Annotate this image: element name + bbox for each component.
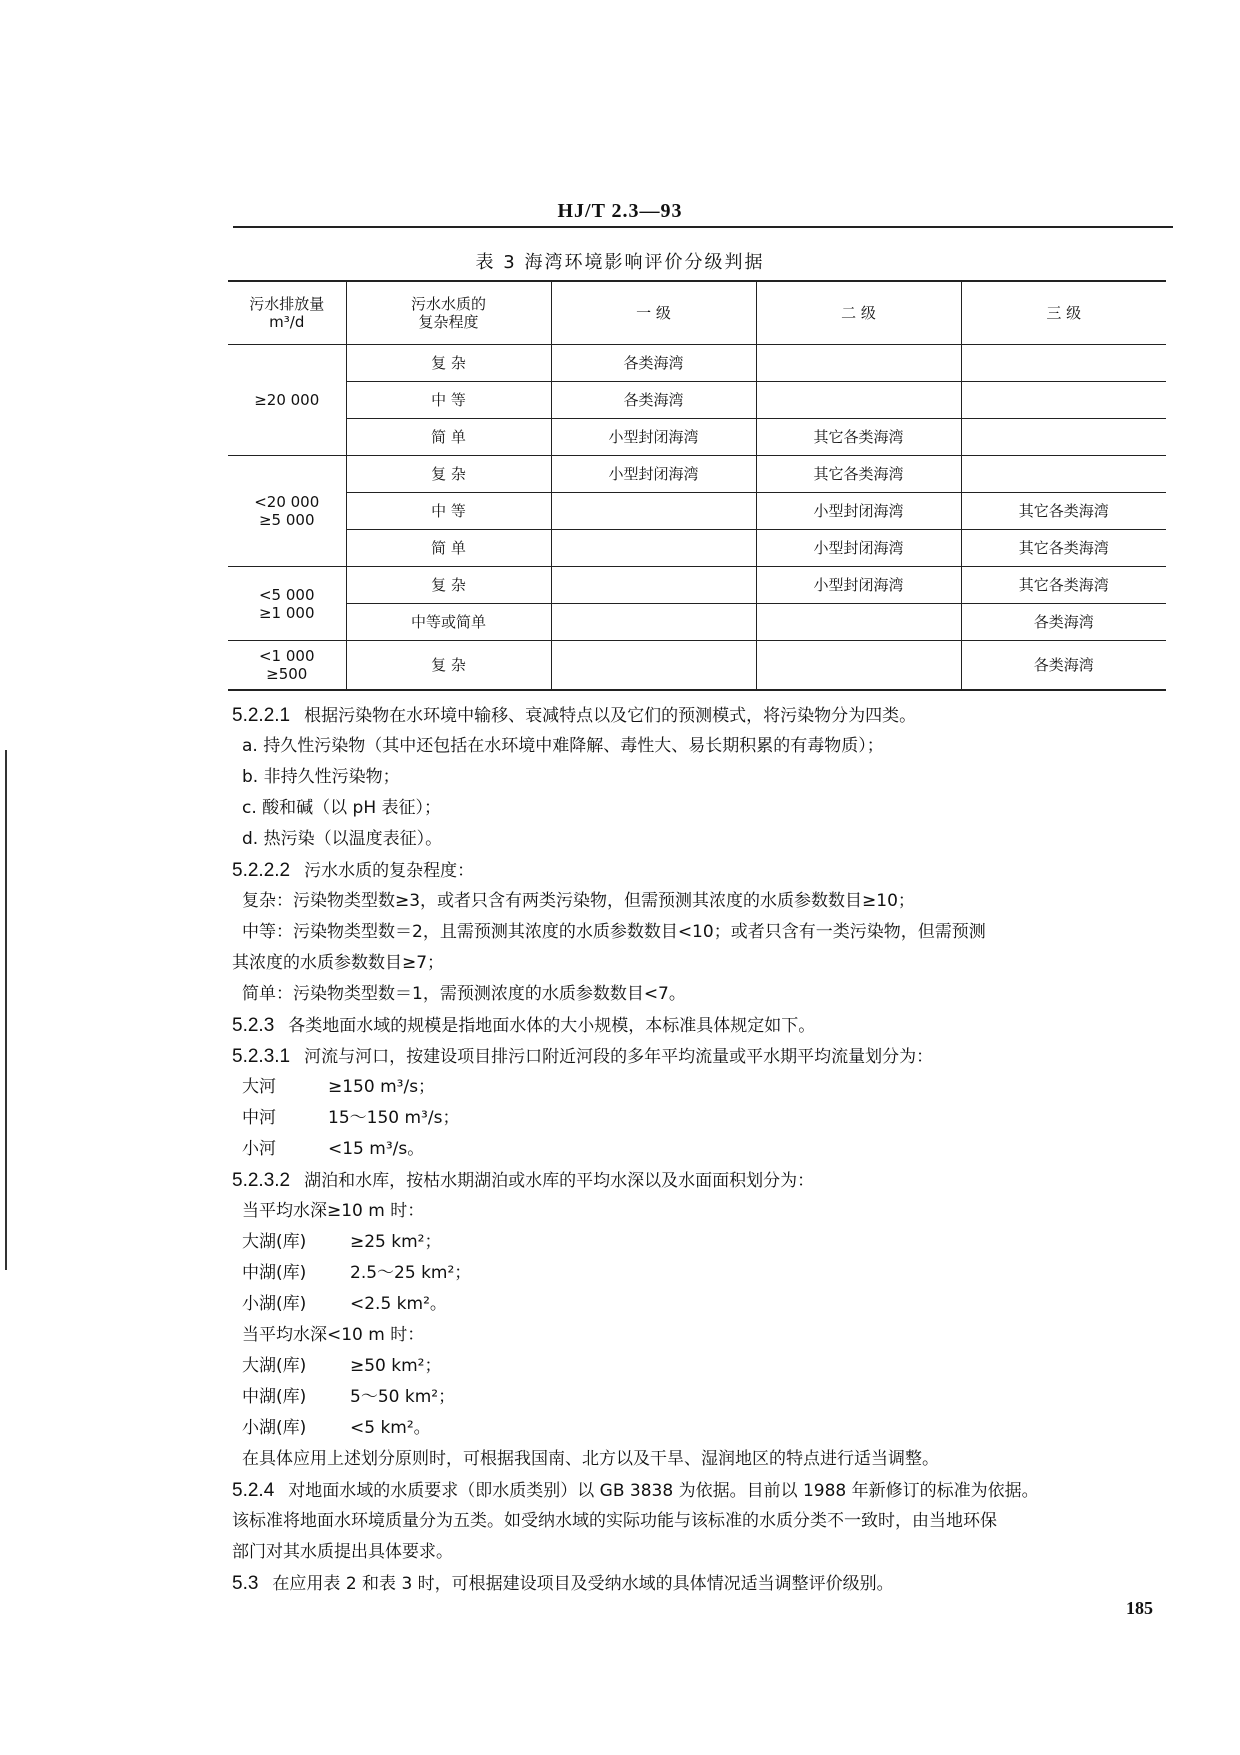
header-volume-line2: m³/d bbox=[269, 313, 305, 331]
header-level-1: 一 级 bbox=[551, 281, 756, 345]
section-5-2-2-1 bbox=[232, 700, 1172, 731]
lake-label: 小湖(库) bbox=[242, 1294, 307, 1314]
volume-line1: <1 000 bbox=[258, 647, 315, 665]
paragraph-text: 简单：污染物类型数＝1，需预测浓度的水质参数数目<7。 bbox=[242, 984, 686, 1004]
section-text: 河流与河口，按建设项目排污口附近河段的多年平均流量或平水期平均流量划分为： bbox=[304, 1047, 934, 1067]
condition-text: 当平均水深≥10 m 时： bbox=[242, 1201, 425, 1221]
paragraph-text: 该标准将地面水环境质量分为五类。如受纳水域的实际功能与该标准的水质分类不一致时，由当地环保 bbox=[232, 1511, 997, 1531]
volume-line1: <20 000 bbox=[254, 493, 320, 511]
lake-row bbox=[232, 1289, 1172, 1320]
level2-cell bbox=[756, 641, 961, 691]
lake-value: 5～50 km²； bbox=[350, 1387, 456, 1407]
table-row bbox=[228, 567, 1166, 604]
section-number: 5.2.3.1 bbox=[232, 1046, 291, 1067]
level1-cell: 小型封闭海湾 bbox=[551, 456, 756, 493]
table-row bbox=[228, 604, 1166, 641]
page-number: 185 bbox=[1126, 1598, 1153, 1618]
depth-condition bbox=[232, 1196, 1172, 1227]
level1-cell bbox=[551, 567, 756, 604]
table-row bbox=[228, 419, 1166, 456]
lake-label: 中湖(库) bbox=[242, 1263, 307, 1283]
header-complexity-line2: 复杂程度 bbox=[418, 313, 479, 331]
paragraph-text: 在具体应用上述划分原则时，可根据我国南、北方以及干旱、湿润地区的特点进行适当调整。 bbox=[242, 1449, 939, 1469]
level2-cell: 小型封闭海湾 bbox=[756, 530, 961, 567]
level2-cell: 其它各类海湾 bbox=[756, 419, 961, 456]
river-row bbox=[232, 1134, 1172, 1165]
level3-cell bbox=[961, 345, 1166, 382]
river-row bbox=[232, 1072, 1172, 1103]
level1-cell: 小型封闭海湾 bbox=[551, 419, 756, 456]
lake-label: 大湖(库) bbox=[242, 1232, 307, 1252]
paragraph bbox=[232, 979, 1172, 1010]
level3-cell bbox=[961, 419, 1166, 456]
section-text: 各类地面水域的规模是指地面水体的大小规模，本标准具体规定如下。 bbox=[288, 1016, 816, 1036]
level1-cell bbox=[551, 604, 756, 641]
volume-line1: <5 000 bbox=[258, 585, 315, 604]
level2-cell bbox=[756, 382, 961, 419]
lake-label: 大湖(库) bbox=[242, 1356, 307, 1376]
complexity-cell: 复 杂 bbox=[346, 345, 551, 382]
level1-cell bbox=[551, 493, 756, 530]
section-5-3 bbox=[232, 1568, 1172, 1599]
section-number: 5.3 bbox=[232, 1573, 259, 1594]
complexity-cell: 复 杂 bbox=[346, 641, 551, 691]
level1-cell bbox=[551, 530, 756, 567]
paragraph-text: 其浓度的水质参数数目≥7； bbox=[232, 953, 445, 973]
volume-cell bbox=[228, 345, 346, 456]
table-row bbox=[228, 641, 1166, 691]
header-complexity-line1: 污水水质的 bbox=[410, 295, 486, 313]
table-row bbox=[228, 345, 1166, 382]
header-volume bbox=[228, 281, 346, 345]
document-code: HJ/T 2.3—93 bbox=[557, 200, 683, 222]
list-item-text: b. 非持久性污染物； bbox=[242, 767, 400, 787]
river-value: <15 m³/s。 bbox=[328, 1139, 425, 1159]
volume-cell bbox=[228, 641, 346, 691]
list-item-text: a. 持久性污染物（其中还包括在水环境中难降解、毒性大、易长期积累的有毒物质）； bbox=[242, 736, 884, 756]
volume-line2: ≥1 000 bbox=[258, 603, 315, 622]
river-value: ≥150 m³/s； bbox=[328, 1077, 436, 1097]
level3-cell: 其它各类海湾 bbox=[961, 530, 1166, 567]
header-level-3: 三 级 bbox=[961, 281, 1166, 345]
header-volume-line1: 污水排放量 bbox=[249, 295, 325, 313]
section-number: 5.2.4 bbox=[232, 1480, 275, 1501]
section-number: 5.2.2.2 bbox=[232, 860, 291, 881]
level3-cell: 各类海湾 bbox=[961, 641, 1166, 691]
lake-value: <2.5 km²。 bbox=[350, 1294, 447, 1314]
lake-row bbox=[232, 1382, 1172, 1413]
level1-cell: 各类海湾 bbox=[551, 345, 756, 382]
river-label: 大河 bbox=[242, 1077, 276, 1097]
table-row bbox=[228, 530, 1166, 567]
paragraph bbox=[232, 917, 1172, 948]
level3-cell: 其它各类海湾 bbox=[961, 493, 1166, 530]
river-row bbox=[232, 1103, 1172, 1134]
header-complexity bbox=[346, 281, 551, 345]
level3-cell bbox=[961, 456, 1166, 493]
paragraph bbox=[232, 1537, 1172, 1568]
volume-cell bbox=[228, 456, 346, 567]
header-level-2: 二 级 bbox=[756, 281, 961, 345]
grading-table bbox=[228, 280, 1166, 691]
lake-value: ≥50 km²； bbox=[350, 1356, 442, 1376]
level2-cell bbox=[756, 345, 961, 382]
condition-text: 当平均水深<10 m 时： bbox=[242, 1325, 425, 1345]
level1-cell: 各类海湾 bbox=[551, 382, 756, 419]
level2-cell: 小型封闭海湾 bbox=[756, 493, 961, 530]
section-5-2-3-2 bbox=[232, 1165, 1172, 1196]
lake-row bbox=[232, 1258, 1172, 1289]
complexity-cell: 复 杂 bbox=[346, 456, 551, 493]
level3-cell bbox=[961, 382, 1166, 419]
complexity-cell: 中 等 bbox=[346, 493, 551, 530]
complexity-cell: 中 等 bbox=[346, 382, 551, 419]
paragraph bbox=[232, 886, 1172, 917]
lake-label: 中湖(库) bbox=[242, 1387, 307, 1407]
header-rule bbox=[233, 226, 1173, 228]
list-item bbox=[232, 731, 1172, 762]
section-number: 5.2.3.2 bbox=[232, 1170, 291, 1191]
section-5-2-3 bbox=[232, 1010, 1172, 1041]
complexity-cell: 简 单 bbox=[346, 530, 551, 567]
list-item-text: d. 热污染（以温度表征）。 bbox=[242, 829, 443, 849]
section-text: 对地面水域的水质要求（即水质类别）以 GB 3838 为依据。目前以 1988 年新修订的标准为依据。 bbox=[288, 1481, 1039, 1501]
lake-value: <5 km²。 bbox=[350, 1418, 431, 1438]
depth-condition bbox=[232, 1320, 1172, 1351]
volume-cell bbox=[228, 567, 346, 641]
level2-cell bbox=[756, 604, 961, 641]
margin-rule bbox=[5, 750, 7, 1270]
table-row bbox=[228, 456, 1166, 493]
level2-cell: 小型封闭海湾 bbox=[756, 567, 961, 604]
paragraph bbox=[232, 948, 1172, 979]
section-5-2-4 bbox=[232, 1475, 1172, 1506]
paragraph-text: 部门对其水质提出具体要求。 bbox=[232, 1542, 453, 1562]
river-label: 中河 bbox=[242, 1108, 276, 1128]
section-5-2-3-1 bbox=[232, 1041, 1172, 1072]
volume-line2: ≥500 bbox=[266, 665, 308, 683]
list-item bbox=[232, 824, 1172, 855]
paragraph-text: 中等：污染物类型数＝2，且需预测其浓度的水质参数数目<10；或者只含有一类污染物，但需预测 bbox=[242, 922, 986, 942]
lake-row bbox=[232, 1227, 1172, 1258]
list-item bbox=[232, 793, 1172, 824]
complexity-cell: 复 杂 bbox=[346, 567, 551, 604]
section-5-2-2-2 bbox=[232, 855, 1172, 886]
volume-line1: ≥20 000 bbox=[254, 391, 320, 409]
section-text: 根据污染物在水环境中输移、衰减特点以及它们的预测模式，将污染物分为四类。 bbox=[304, 706, 917, 726]
section-text: 在应用表 2 和表 3 时，可根据建设项目及受纳水域的具体情况适当调整评价级别。 bbox=[272, 1574, 894, 1594]
paragraph-text: 复杂：污染物类型数≥3，或者只含有两类污染物，但需预测其浓度的水质参数数目≥10； bbox=[242, 891, 915, 911]
river-label: 小河 bbox=[242, 1139, 276, 1159]
section-number: 5.2.2.1 bbox=[232, 705, 291, 726]
body-text bbox=[232, 700, 1172, 1599]
section-text: 湖泊和水库，按枯水期湖泊或水库的平均水深以及水面面积划分为： bbox=[304, 1171, 815, 1191]
table-header-row bbox=[228, 281, 1166, 345]
section-text: 污水水质的复杂程度： bbox=[304, 861, 475, 881]
lake-label: 小湖(库) bbox=[242, 1418, 307, 1438]
complexity-cell: 中等或简单 bbox=[346, 604, 551, 641]
level1-cell bbox=[551, 641, 756, 691]
adjust-note bbox=[232, 1444, 1172, 1475]
lake-value: ≥25 km²； bbox=[350, 1232, 442, 1252]
section-number: 5.2.3 bbox=[232, 1015, 275, 1036]
level3-cell: 各类海湾 bbox=[961, 604, 1166, 641]
lake-value: 2.5～25 km²； bbox=[350, 1263, 472, 1283]
complexity-cell: 简 单 bbox=[346, 419, 551, 456]
volume-line2: ≥5 000 bbox=[258, 511, 315, 529]
paragraph bbox=[232, 1506, 1172, 1537]
list-item-text: c. 酸和碱（以 pH 表征）； bbox=[242, 798, 442, 818]
list-item bbox=[232, 762, 1172, 793]
level3-cell: 其它各类海湾 bbox=[961, 567, 1166, 604]
lake-row bbox=[232, 1413, 1172, 1444]
table-row bbox=[228, 382, 1166, 419]
level2-cell: 其它各类海湾 bbox=[756, 456, 961, 493]
river-value: 15～150 m³/s； bbox=[328, 1108, 460, 1128]
lake-row bbox=[232, 1351, 1172, 1382]
table-title: 表 3 海湾环境影响评价分级判据 bbox=[475, 252, 765, 273]
table-row bbox=[228, 493, 1166, 530]
